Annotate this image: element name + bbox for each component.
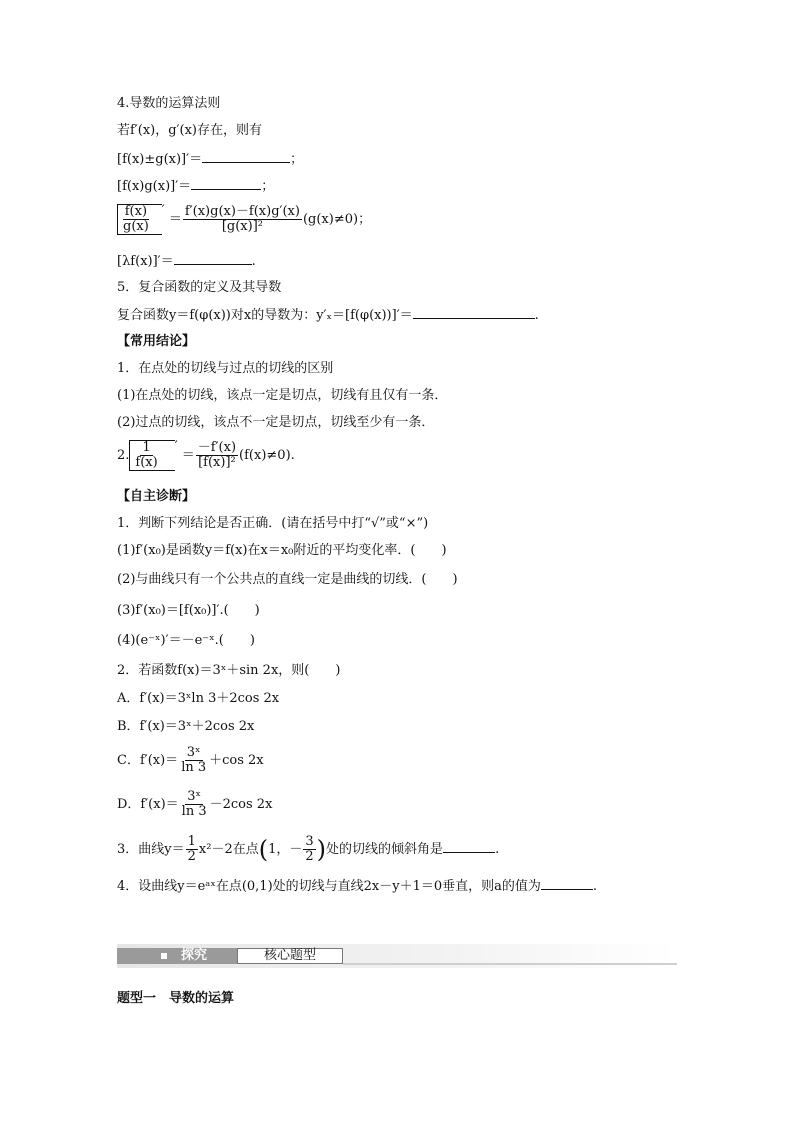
q3-period: . — [495, 842, 500, 857]
quotient-rhs-frac — [183, 205, 302, 234]
quotient-lhs-num: f(x) — [124, 204, 148, 219]
option-d-frac — [180, 790, 209, 819]
reciprocal-bracket — [129, 440, 174, 471]
reciprocal-condition: (f(x)≠0). — [239, 448, 295, 463]
rule-sum-blank[interactable] — [202, 150, 290, 163]
quotient-lhs-bracket — [117, 204, 162, 235]
rule-sum-lhs: [f(x)±g(x)]′＝ — [117, 152, 203, 167]
reciprocal-rhs-den: [f(x)]² — [198, 455, 236, 470]
q3-prefix: 3．曲线y＝ — [117, 842, 185, 857]
question-2: 2．若函数f(x)＝3ˣ＋sin 2x，则( ) — [117, 663, 341, 678]
q3-point: 1，－ — [268, 842, 303, 857]
option-c-suffix: ＋cos 2x — [209, 753, 264, 768]
banner-dark-label: 探究 — [181, 948, 208, 963]
rule-sum — [117, 150, 303, 169]
question-1-1: (1)f′(x₀)是函数y＝f(x)在x＝x₀附近的平均变化率．( ) — [117, 543, 447, 558]
question-1-2: (2)与曲线只有一个公共点的直线一定是曲线的切线．( ) — [117, 572, 458, 587]
q3-suffix: 处的切线的倾斜角是 — [326, 842, 444, 857]
question-2-option-a: A．f′(x)＝3ˣln 3＋2cos 2x — [117, 691, 280, 706]
q3-frac — [186, 835, 198, 864]
option-d-num: 3ˣ — [187, 789, 202, 804]
banner-square-icon — [161, 953, 167, 959]
composite-derivative — [117, 306, 539, 325]
question-4 — [117, 877, 597, 896]
quotient-rhs-den: [g(x)]² — [221, 219, 263, 234]
question-2-option-c — [117, 746, 264, 775]
reciprocal-lhs-num: 1 — [142, 440, 151, 455]
banner-light-tab: 核心题型 — [237, 948, 343, 964]
q3-left-paren: ( — [258, 835, 269, 864]
q3-frac-num: 1 — [187, 834, 196, 849]
option-c-prefix: C．f′(x)＝ — [117, 753, 179, 768]
banner-underline — [343, 963, 677, 965]
question-1-4: (4)(e⁻ˣ)′＝－e⁻ˣ.( ) — [117, 633, 255, 648]
banner-dark-tab — [117, 948, 237, 964]
common-item-1: 1．在点处的切线与过点的切线的区别 — [117, 361, 334, 376]
question-1: 1．判断下列结论是否正确．(请在括号中打“√”或“×”) — [117, 516, 429, 531]
quotient-condition: (g(x)≠0)； — [302, 212, 372, 227]
heading-derivative-rules: 4.导数的运算法则 — [117, 96, 221, 111]
q3-frac2-den: 2 — [305, 849, 314, 864]
quotient-lhs-den: g(x) — [123, 219, 149, 234]
rule-product-blank[interactable] — [191, 177, 261, 190]
heading-diagnosis: 【自主诊断】 — [117, 489, 196, 504]
heading-composite: 5．复合函数的定义及其导数 — [117, 280, 282, 295]
rule-constant-period: . — [251, 254, 256, 269]
q4-text: 4．设曲线y＝eᵃˣ在点(0,1)处的切线与直线2x－y＋1＝0垂直，则a的值为 — [117, 879, 541, 894]
q3-frac2-num: 3 — [305, 834, 314, 849]
q4-period: . — [592, 879, 598, 894]
question-1-3: (3)f′(x₀)＝[f(x₀)]′.( ) — [117, 603, 260, 618]
section-banner — [117, 944, 677, 968]
composite-text: 复合函数y＝f(φ(x))对x的导数为：y′ₓ＝[f(φ(x))]′＝ — [117, 308, 413, 323]
type-1-heading: 题型一 导数的运算 — [117, 991, 235, 1006]
reciprocal-lhs-frac — [133, 441, 159, 470]
option-d-den: ln 3 — [181, 804, 207, 819]
rules-intro: 若f′(x)，g′(x)存在，则有 — [117, 123, 262, 138]
rule-quotient: $\frac{f(x)}{g(x)}$ ′ ＝ $\frac{f'(x)g(x)-f(x)g'(x)}{\text{[g(x)]²}}$ (g(x)≠0)； — [117, 204, 371, 235]
option-c-den: ln 3 — [181, 760, 207, 775]
quotient-rhs-num: f′(x)g(x)－f(x)g′(x) — [184, 204, 300, 219]
common-item-2: 2. $\frac{1}{f(x)}$ ′ ＝ $\frac{-f'(x)}{\text{[f(x)]²}}$ (f(x)≠0). — [117, 439, 295, 470]
q3-frac-den: 2 — [187, 849, 196, 864]
rule-constant-blank[interactable] — [174, 252, 252, 265]
option-c-num: 3ˣ — [186, 745, 201, 760]
q4-blank[interactable] — [541, 877, 593, 890]
composite-blank[interactable] — [413, 306, 535, 319]
rule-sum-semicolon: ； — [290, 152, 304, 167]
rule-constant — [117, 252, 256, 271]
heading-common: 【常用结论】 — [117, 334, 196, 349]
common-item-1a: (1)在点处的切线，该点一定是切点，切线有且仅有一条． — [117, 388, 448, 403]
q3-frac2 — [303, 835, 315, 864]
rule-product-lhs: [f(x)g(x)]′＝ — [117, 179, 192, 194]
common-item-1b: (2)过点的切线，该点不一定是切点，切线至少有一条． — [117, 415, 435, 430]
common-item-2-prefix: 2. — [117, 448, 130, 463]
q3-right-paren: ) — [316, 835, 327, 864]
quotient-lhs-frac — [121, 205, 151, 234]
rule-product-semicolon: ； — [261, 179, 275, 194]
question-2-option-d — [117, 790, 272, 819]
reciprocal-lhs-den: f(x) — [135, 455, 158, 470]
rule-product — [117, 177, 274, 196]
option-c-frac — [179, 746, 208, 775]
reciprocal-rhs-frac — [196, 441, 238, 470]
composite-period: . — [534, 308, 539, 323]
reciprocal-rhs-num: －f′(x) — [197, 440, 237, 455]
rule-constant-lhs: [λf(x)]′＝ — [117, 254, 174, 269]
q3-blank[interactable] — [443, 840, 495, 853]
question-3 — [117, 835, 499, 864]
option-d-prefix: D．f′(x)＝ — [117, 797, 179, 812]
q3-mid: x²－2在点 — [198, 842, 259, 857]
question-2-option-b: B．f′(x)＝3ˣ＋2cos 2x — [117, 719, 255, 734]
option-d-suffix: －2cos 2x — [209, 797, 273, 812]
